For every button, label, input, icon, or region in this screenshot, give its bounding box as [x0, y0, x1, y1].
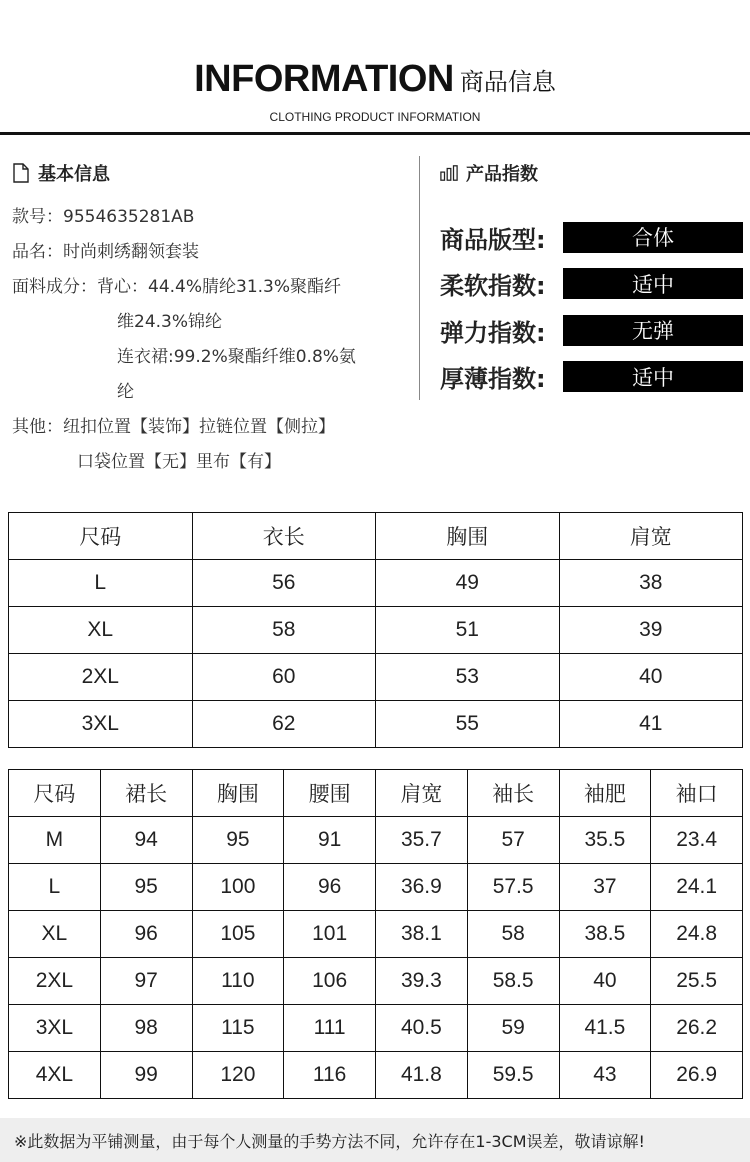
table-header-row	[9, 770, 743, 817]
table-row	[9, 911, 743, 958]
table-cell: L	[9, 560, 193, 607]
other-line-2: 口袋位置【无】里布【有】	[77, 452, 281, 472]
basic-info-rows	[12, 200, 412, 480]
table-cell: XL	[9, 607, 193, 654]
table-cell: 95	[192, 817, 284, 864]
table-cell: 41.8	[376, 1052, 468, 1099]
product-index-heading	[440, 160, 745, 186]
table-row	[9, 701, 743, 748]
table-cell: 60	[192, 654, 376, 701]
table-cell: 99	[100, 1052, 192, 1099]
table-cell: 37	[559, 864, 651, 911]
table-cell: 49	[376, 560, 560, 607]
section-divider	[419, 156, 420, 400]
table-cell: 3XL	[9, 1005, 101, 1052]
header-cell: 胸围	[192, 770, 284, 817]
index-label: 弹力指数:	[440, 318, 546, 347]
document-icon	[12, 162, 30, 184]
header-cell: 腰围	[284, 770, 376, 817]
table-cell: 62	[192, 701, 376, 748]
table-cell: 120	[192, 1052, 284, 1099]
table-row	[9, 1052, 743, 1099]
table-cell: 24.1	[651, 864, 743, 911]
other-label: 其他：	[12, 417, 63, 437]
product-index-title: 产品指数	[466, 164, 538, 185]
basic-info	[12, 160, 412, 480]
table-cell: 35.5	[559, 817, 651, 864]
table-cell: 40	[559, 958, 651, 1005]
index-value: 无弹	[563, 315, 743, 346]
table-cell: 110	[192, 958, 284, 1005]
index-value: 适中	[563, 268, 743, 299]
other-line-1: 纽扣位置【装饰】拉链位置【侧拉】	[63, 417, 335, 437]
table-cell: M	[9, 817, 101, 864]
header-cell: 胸围	[376, 513, 560, 560]
header-cell: 尺码	[9, 513, 193, 560]
table-cell: 100	[192, 864, 284, 911]
table-cell: 106	[284, 958, 376, 1005]
table-cell: 94	[100, 817, 192, 864]
style-no-label: 款号：	[12, 207, 63, 227]
header-divider	[0, 132, 750, 135]
table-cell: 116	[284, 1052, 376, 1099]
table-cell: 96	[100, 911, 192, 958]
index-row	[440, 261, 745, 308]
table-cell: 101	[284, 911, 376, 958]
table-cell: 43	[559, 1052, 651, 1099]
header-cell: 衣长	[192, 513, 376, 560]
table-cell: 2XL	[9, 654, 193, 701]
table-cell: 26.9	[651, 1052, 743, 1099]
table-row	[9, 654, 743, 701]
basic-info-heading	[12, 160, 412, 186]
table-cell: 95	[100, 864, 192, 911]
table-cell: 111	[284, 1005, 376, 1052]
style-no-value: 9554635281AB	[63, 207, 195, 227]
table-row	[9, 817, 743, 864]
table-cell: 115	[192, 1005, 284, 1052]
name-value: 时尚刺绣翻领套装	[63, 242, 199, 262]
table-cell: 55	[376, 701, 560, 748]
title-row	[0, 58, 750, 101]
header-cell: 肩宽	[559, 513, 743, 560]
table-row	[9, 607, 743, 654]
title-cn: 商品信息	[459, 68, 556, 96]
header-cell: 袖长	[467, 770, 559, 817]
table-cell: 39.3	[376, 958, 468, 1005]
table-cell: 24.8	[651, 911, 743, 958]
index-rows	[440, 214, 745, 400]
table-cell: 59	[467, 1005, 559, 1052]
table-row	[9, 1005, 743, 1052]
table-cell: 57	[467, 817, 559, 864]
table-cell: 35.7	[376, 817, 468, 864]
table-cell: 58.5	[467, 958, 559, 1005]
table-cell: XL	[9, 911, 101, 958]
table-cell: 91	[284, 817, 376, 864]
index-row	[440, 214, 745, 261]
size-table-vest	[8, 512, 743, 748]
name-label: 品名：	[12, 242, 63, 262]
size-table-dress	[8, 769, 743, 1099]
basic-info-title: 基本信息	[38, 164, 110, 185]
index-row	[440, 354, 745, 401]
bar-chart-icon	[440, 162, 458, 184]
index-value: 合体	[563, 222, 743, 253]
table-cell: 97	[100, 958, 192, 1005]
header-cell: 裙长	[100, 770, 192, 817]
table-cell: 56	[192, 560, 376, 607]
table-cell: 98	[100, 1005, 192, 1052]
header-cell: 袖口	[651, 770, 743, 817]
table-cell: L	[9, 864, 101, 911]
table-cell: 4XL	[9, 1052, 101, 1099]
table-cell: 38.1	[376, 911, 468, 958]
table-header-row	[9, 513, 743, 560]
index-label: 商品版型:	[440, 225, 546, 254]
index-label: 柔软指数:	[440, 272, 546, 301]
table-cell: 51	[376, 607, 560, 654]
subtitle: CLOTHING PRODUCT INFORMATION	[269, 110, 481, 124]
table-cell: 3XL	[9, 701, 193, 748]
fabric-line-3: 连衣裙:99.2%聚酯纤维0.8%氨	[117, 347, 356, 367]
table-cell: 36.9	[376, 864, 468, 911]
table-cell: 41	[559, 701, 743, 748]
table-cell: 39	[559, 607, 743, 654]
table-cell: 57.5	[467, 864, 559, 911]
table-cell: 105	[192, 911, 284, 958]
index-row	[440, 307, 745, 354]
table-cell: 38	[559, 560, 743, 607]
fabric-label: 面料成分：	[12, 277, 97, 297]
fabric-line-1: 背心：44.4%腈纶31.3%聚酯纤	[97, 277, 342, 297]
table-cell: 2XL	[9, 958, 101, 1005]
table-cell: 26.2	[651, 1005, 743, 1052]
fabric-line-4: 纶	[117, 382, 134, 402]
fabric-row	[12, 270, 412, 305]
table-cell: 53	[376, 654, 560, 701]
index-label: 厚薄指数:	[440, 365, 546, 394]
measurement-note: ※此数据为平铺测量，由于每个人测量的手势方法不同，允许存在1-3CM误差，敬请谅解!	[0, 1118, 750, 1162]
table-row	[9, 864, 743, 911]
fabric-line-2: 维24.3%锦纶	[117, 312, 223, 332]
table-row	[9, 958, 743, 1005]
name-row	[12, 235, 412, 270]
header-cell: 肩宽	[376, 770, 468, 817]
title-en: INFORMATION	[194, 58, 454, 100]
header	[0, 0, 750, 140]
table-cell: 96	[284, 864, 376, 911]
info-section	[0, 150, 750, 480]
table-cell: 40	[559, 654, 743, 701]
table-cell: 40.5	[376, 1005, 468, 1052]
style-no-row	[12, 200, 412, 235]
other-row	[12, 410, 412, 445]
table-cell: 38.5	[559, 911, 651, 958]
header-cell: 尺码	[9, 770, 101, 817]
table-cell: 41.5	[559, 1005, 651, 1052]
index-value: 适中	[563, 361, 743, 392]
table-row	[9, 560, 743, 607]
table-cell: 23.4	[651, 817, 743, 864]
table-cell: 58	[192, 607, 376, 654]
table-cell: 25.5	[651, 958, 743, 1005]
table-cell: 58	[467, 911, 559, 958]
product-index	[440, 160, 745, 400]
table-cell: 59.5	[467, 1052, 559, 1099]
header-cell: 袖肥	[559, 770, 651, 817]
